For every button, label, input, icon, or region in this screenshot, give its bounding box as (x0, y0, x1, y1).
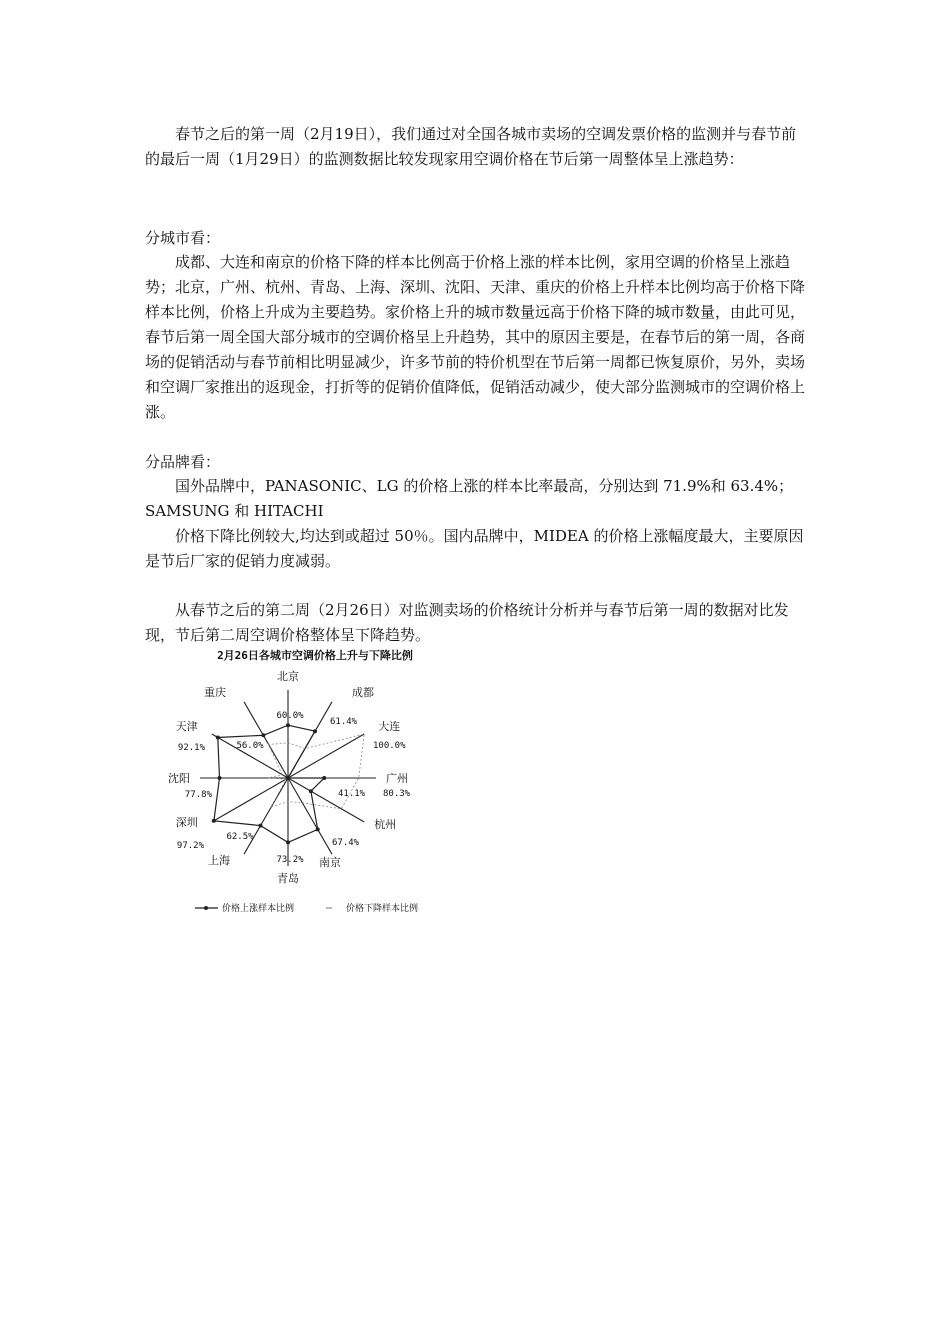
pct-label-天津: 92.1% (177, 743, 205, 753)
legend-fall-label: 价格下降样本比例 (346, 904, 419, 914)
legend-rise-marker (204, 906, 208, 910)
city-label-9: 沈阳 (168, 772, 190, 785)
axis-spoke-2 (288, 734, 364, 778)
legend (195, 902, 418, 914)
city-label-5: 南京 (319, 856, 341, 870)
series-rise-point-6 (286, 840, 290, 844)
city-label-8: 深圳 (175, 816, 198, 829)
series-rise-point-4 (309, 789, 313, 793)
pct-label-深圳: 97.2% (176, 841, 204, 851)
city-label-0: 北京 (277, 670, 299, 683)
city-label-1: 成都 (352, 685, 374, 699)
axis-spoke-4 (288, 778, 364, 822)
pct-label-北京: 60.0% (276, 711, 304, 721)
paragraph-brand-foreign: 国外品牌中，PANASONIC、LG 的价格上涨的样本比率最高，分别达到 71.9%和 63.4%；SAMSUNG 和 HITACHI (145, 477, 794, 520)
city-label-11: 重庆 (204, 685, 226, 699)
legend-rise-label: 价格上涨样本比例 (222, 904, 295, 914)
radar-chart-svg (160, 645, 450, 920)
axis-spoke-7 (244, 778, 288, 854)
series-rise-point-7 (259, 824, 263, 828)
pct-label-青岛: 73.2% (276, 855, 304, 865)
pct-label-沈阳: 77.8% (184, 790, 212, 800)
city-label-10: 天津 (175, 720, 198, 733)
pct-label-重庆: 56.0% (236, 741, 264, 751)
radar-chart (160, 645, 450, 920)
series-rise-point-0 (286, 723, 290, 727)
series-rise-point-9 (218, 776, 222, 780)
series-polygon-0 (214, 725, 324, 842)
city-label-6: 青岛 (277, 872, 299, 885)
series-rise-point-11 (261, 733, 265, 737)
series-rise-point-5 (316, 827, 320, 831)
chart-title: 2月26日各城市空调价格上升与下降比例 (217, 649, 413, 662)
axis-spoke-8 (212, 778, 288, 822)
paragraph-city-analysis: 成都、大连和南京的价格下降的样本比例高于价格上涨的样本比例，家用空调的价格呈上涨趋势；北京，广州、杭州、青岛、上海、深圳、沈阳、天津、重庆的价格上升样本比例均高于价格下降样本比例，价格上升成为主要趋势。家价格上升的城市数量远高于价格下降的城市数量，由此可见，春节后第一周全国大部分城市的空调价格呈上升趋势，其中的原因主要是，在春节后的第一周，各商场的促销活动与春节前相比明显减少，许多节前的特价机型在节后第一周都已恢复原价，另外，卖场和空调厂家推出的返现金，打折等的促销价值降低，促销活动减少，使大部分监测城市的空调价格上涨。 (145, 253, 806, 421)
city-label-4: 杭州 (374, 818, 397, 831)
series-rise-point-8 (212, 819, 216, 823)
paragraph-intro: 春节之后的第一周（2月19日），我们通过对全国各城市卖场的空调发票价格的监测并与春节前的最后一周（1月29日）的监测数据比较发现家用空调价格在节后第一周整体呈上涨趋势： (145, 125, 797, 168)
paragraph-second-week: 从春节之后的第二周（2月26日）对监测卖场的价格统计分析并与春节后第一周的数据对比发现，节后第二周空调价格整体呈下降趋势。 (145, 601, 789, 644)
series-rise-point-3 (322, 776, 326, 780)
city-label-7: 上海 (208, 854, 230, 868)
heading-by-brand: 分品牌看： (145, 453, 221, 471)
series-rise-point-10 (216, 736, 220, 740)
city-label-3: 广州 (386, 772, 408, 785)
pct-label-成都: 61.4% (330, 717, 358, 727)
paragraph-brand-domestic: 价格下降比例较大,均达到或超过 50％。国内品牌中，MIDEA 的价格上涨幅度最大，主要原因是节后厂家的促销力度减弱。 (145, 527, 804, 570)
city-label-2: 大连 (378, 720, 401, 733)
series-rise-point-2 (286, 776, 290, 780)
heading-by-city: 分城市看： (145, 229, 221, 247)
pct-label-大连: 100.0% (373, 741, 406, 751)
pct-label-南京: 67.4% (332, 838, 360, 848)
series-rise-point-1 (313, 729, 317, 733)
pct-label-广州: 80.3% (383, 789, 411, 799)
pct-label-广州_inner: 41.1% (338, 789, 366, 799)
pct-label-上海: 62.5% (226, 832, 254, 842)
